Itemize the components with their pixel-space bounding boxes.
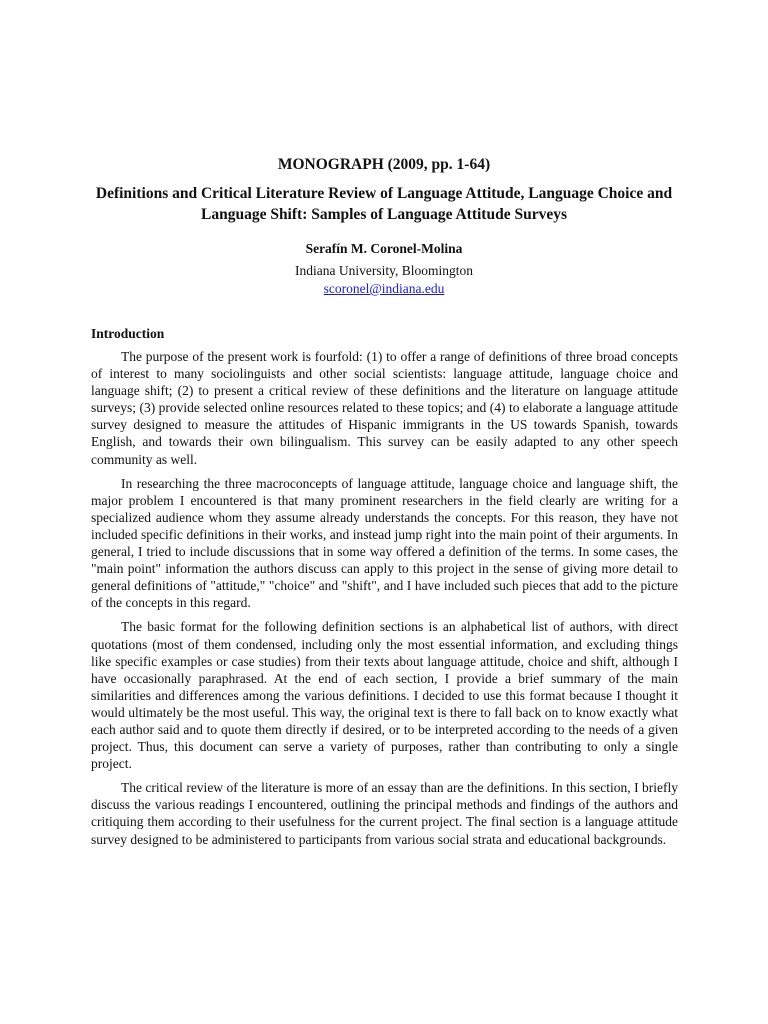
introduction-section [91, 325, 678, 855]
monograph-label: MONOGRAPH (2009, pp. 1-64) [277, 156, 491, 173]
section-heading: Introduction [91, 326, 165, 341]
title-block [0, 155, 768, 297]
author-name: Serafín M. Coronel-Molina [305, 241, 463, 256]
paper-title: Definitions and Critical Literature Review of Language Attitude, Language Choice and Language Shift: Samples of Language Attitude Surveys [95, 185, 673, 223]
paragraph: The critical review of the literature is more of an essay than are the definitions. In this section, I briefly discuss the various readings I encountered, outlining the principal methods and findings of the authors and critiquing them according to their usefulness for the current project. The final section is a language attitude survey designed to be administered to participants from various social strata and educational backgrounds. [91, 780, 678, 847]
author-email-link[interactable]: scoronel@indiana.edu [323, 281, 445, 296]
paragraph: The purpose of the present work is fourfold: (1) to offer a range of definitions of three broad concepts of interest to many sociolinguists and other social scientists: language attitude, language choice and language shift; (2) to present a critical review of these definitions and the literature on language attitude surveys; (3) provide selected online resources related to these topics; and (4) to elaborate a language attitude survey designed to measure the attitudes of Hispanic immigrants in the US towards Spanish, towards English, and towards their own bilingualism. This survey can be easily adapted to any other speech community as well. [91, 349, 678, 467]
author-affiliation: Indiana University, Bloomington [295, 263, 473, 278]
paragraph: The basic format for the following definition sections is an alphabetical list of authors, with direct quotations (most of them condensed, including only the most essential information, and excluding things like specific examples or case studies) from their texts about language attitude, choice and shift, although I have occasionally paraphrased. At the end of each section, I provide a brief summary of the main similarities and differences among the various definitions. I decided to use this format because I thought it would ultimately be the most useful. This way, the original text is there to fall back on to know exactly what each author said and to quote them directly if desired, or to be interpreted according to the needs of a given project. Thus, this document can serve a variety of purposes, rather than contributing to only a single project. [91, 619, 678, 772]
paragraph: In researching the three macroconcepts of language attitude, language choice and language shift, the major problem I encountered is that many prominent researchers in the field clearly are writing for a specialized audience whom they assume already understands the concepts. For this reason, they have not included specific definitions in their works, and instead jump right into the main point of their arguments. In general, I tried to include discussions that in some way offered a definition of the terms. In some cases, the "main point" information the authors discuss can apply to this project in the sense of giving more detail to general definitions of "attitude," "choice" and "shift", and I have included such pieces that add to the picture of the concepts in this regard. [91, 475, 678, 611]
